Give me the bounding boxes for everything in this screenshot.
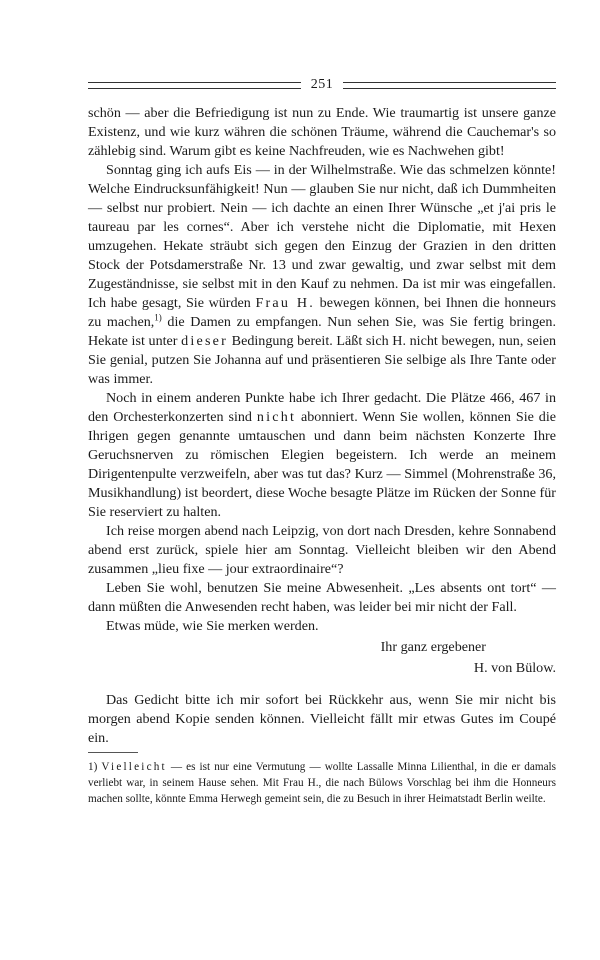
paragraph-3-text-a: Noch in einem anderen Punkte habe ich Ihrer gedacht. Die Plätze 466, 467 in den Orchesterkonzerten sind [88, 390, 556, 425]
header-rule-right [343, 82, 556, 89]
paragraph-4: Ich reise morgen abend nach Leipzig, von dort nach Dresden, kehre Sonnabend abend erst zurück, spiele hier am Sonntag. Vielleicht bleiben wir den Abend zusammen „lieu fixe — jour extraordinaire“? [88, 523, 556, 577]
spaced-frau-h: Frau H. [255, 295, 316, 311]
signature: H. von Bülow. [473, 660, 556, 676]
header-rule-left [88, 82, 301, 89]
footnote-rule [88, 752, 138, 753]
spaced-nicht: nicht [256, 409, 297, 425]
letter-body [88, 104, 556, 636]
paragraph-2-text-c: die Damen zu empfangen. Nun sehen Sie, was Sie fertig bringen. Hekate ist unter [88, 314, 556, 349]
paragraph-2-text-d: Bedingung bereit. Läßt sich H. nicht bewegen, nun, seien Sie genial, putzen Sie Johanna auf und präsentieren Sie selbige als Ihre Tante oder was immer. [88, 333, 556, 387]
paragraph-2 [88, 161, 556, 389]
footnote-ref: 1) [154, 312, 162, 323]
footnote [88, 759, 556, 807]
spaced-dieser: dieser [181, 333, 229, 349]
paragraph-2-text-a: Sonntag ging ich aufs Eis — in der Wilhelmstraße. Wie das schmelzen könnte! Welche Eindrucksunfähigkeit! Nun — glauben Sie nur nicht, daß ich Dummheiten — selbst nur probiert. Nein — ich dachte an einen Ihrer Wünsche „et j'ai pris le taureau par les cornes“. Aber ich verstehe nicht die Diplomatie, mit Hexen umzugehen. Hekate sträubt sich gegen den Einzug der Grazien in den dritten Stock der Potsdamerstraße Nr. 13 und zwar gewaltig, und zwar selbst mit dem Zugeständnisse, sie selbst mit in den Kauf zu nehmen. Da ist mir was eingefallen. Ich habe gesagt, Sie würden [88, 162, 556, 311]
paragraph-3 [88, 389, 556, 522]
footnote-marker: 1) [88, 761, 98, 773]
page-number: 251 [310, 77, 334, 92]
paragraph-5: Leben Sie wohl, benutzen Sie meine Abwesenheit. „Les absents ont tort“ — dann müßten die Anwesenden recht haben, was leider bei mir nicht der Fall. [88, 580, 556, 615]
paragraph-2-text-b: bewegen können, bei Ihnen die honneurs zu machen, [88, 295, 557, 330]
page-header [88, 70, 556, 100]
footnote-text: — es ist nur eine Vermutung — wollte Lassalle Minna Lilienthal, in die er damals verliebt war, in seinem Hause sehen. Mit Frau H., die nach Bülows Vorschlag bei ihm die Honneurs machen sollte, könnte Emma Herwegh gemeint sein, die zu Besuch in ihrer Heimatstadt Berlin weilte. [88, 761, 557, 805]
closing-line: Ihr ganz ergebener [380, 639, 486, 655]
paragraph-1: schön — aber die Befriedigung ist nun zu Ende. Wie traumartig ist unsere ganze Existenz, und wie kurz währen die schönen Träume, während die Cauchemar's so zählebig sind. Warum gibt es keine Nachfreuden, wie es Nachwehen gibt! [88, 105, 556, 159]
paragraph-6: Etwas müde, wie Sie merken werden. [106, 618, 319, 634]
footnote-lead: Vielleicht [101, 761, 167, 773]
postscript: Das Gedicht bitte ich mir sofort bei Rückkehr aus, wenn Sie mir nicht bis morgen abend Kopie senden können. Vielleicht fällt mir etwas Gutes im Coupé ein. [88, 692, 556, 746]
book-page [88, 70, 556, 807]
paragraph-3-text-b: abonniert. Wenn Sie wollen, können Sie die Ihrigen gegen genannte umtauschen und dann beim nächsten Konzerte Ihre Geruchsnerven zu römischen Elegien begeistern. Ich werde an meinem Dirigentenpulte verzweifeln, aber was tut das? Kurz — Simmel (Mohrenstraße 36, Musikhandlung) ist beordert, diese Woche besagte Plätze im Rücken der Sonne für Sie reserviert zu halten. [88, 409, 556, 520]
